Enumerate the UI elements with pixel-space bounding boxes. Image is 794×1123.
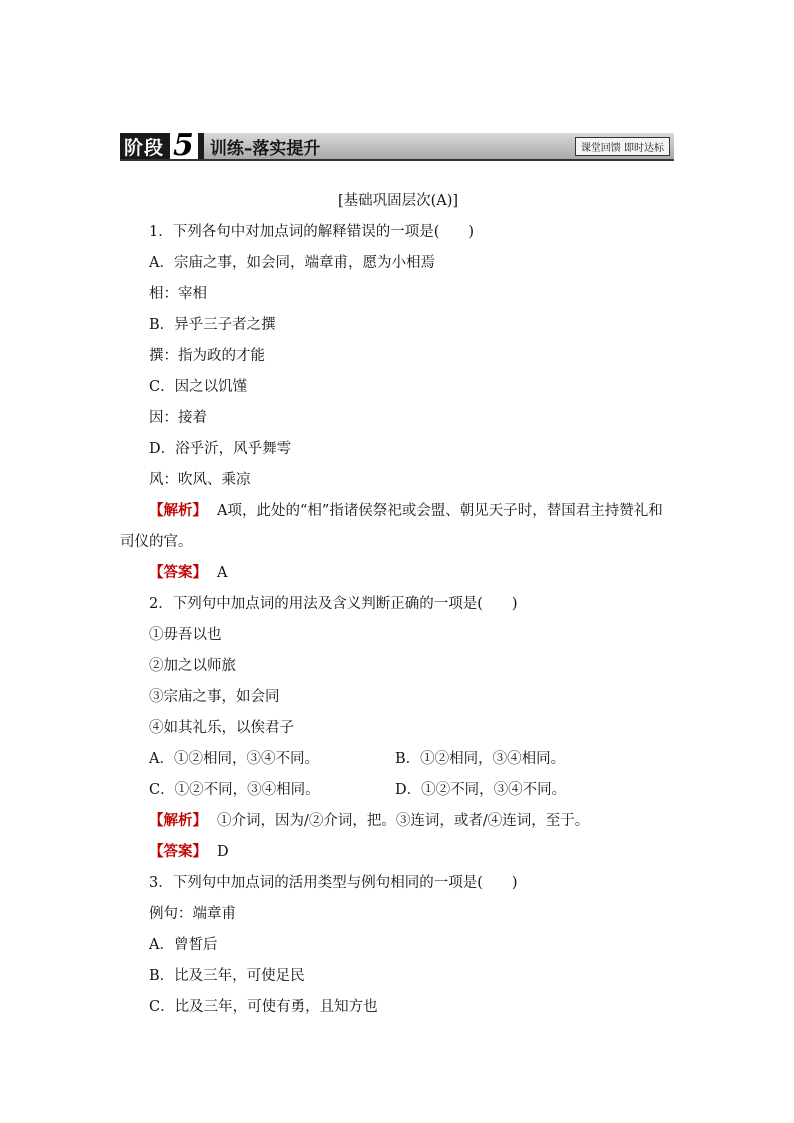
banner-title: 训练–落实提升 (209, 138, 321, 159)
document-body (120, 186, 676, 1023)
q2-option-b: B．①②相同，③④相同。 (395, 751, 566, 767)
q2-analysis-text: ①介词，因为/②介词，把。③连词，或者/④连词，至于。 (217, 813, 590, 829)
q2-item-4: ④如其礼乐，以俟君子 (149, 720, 294, 736)
q1-option-b-explanation: 撰：指为政的才能 (149, 348, 265, 364)
q1-option-a-explanation: 相：宰相 (149, 286, 207, 302)
q1-option-b: B．异乎三子者之撰 (149, 317, 276, 333)
q2-option-d: D．①②不同，③④不同。 (395, 782, 567, 798)
q1-answer-label: 【答案】 (149, 565, 207, 581)
q1-analysis (120, 496, 676, 558)
q3-stem: 3．下列句中加点词的活用类型与例句相同的一项是( ) (149, 875, 518, 891)
section-title: [基础巩固层次(A)] (337, 193, 459, 209)
q1-option-a: A．宗庙之事，如会同，端章甫，愿为小相焉 (149, 255, 435, 271)
q2-options-cd (120, 775, 676, 806)
stage-label: 阶段 (124, 136, 165, 159)
q1-analysis-label: 【解析】 (149, 503, 207, 519)
q2-item-3: ③宗庙之事，如会同 (149, 689, 280, 705)
q2-item-2: ②加之以师旅 (149, 658, 236, 674)
q1-answer (120, 558, 676, 589)
q2-analysis (120, 806, 676, 837)
banner-right-label (575, 133, 674, 159)
q3-example: 例句：端章甫 (149, 906, 236, 922)
q3-option-b: B．比及三年，可使足民 (149, 968, 305, 984)
q1-option-c: C．因之以饥馑 (149, 379, 248, 395)
section-banner (120, 128, 674, 163)
q2-answer (120, 837, 676, 868)
q2-analysis-label: 【解析】 (149, 813, 207, 829)
q2-stem: 2．下列句中加点词的用法及含义判断正确的一项是( ) (149, 596, 518, 612)
banner-right-text: 课堂回馈 即时达标 (575, 137, 670, 156)
q1-analysis-text: A项，此处的“相”指诸侯祭祀或会盟、朝见天子时，替国君主持赞礼和司仪的官。 (120, 503, 663, 550)
q1-option-d-explanation: 风：吹风、乘凉 (149, 472, 251, 488)
q3-option-c: C．比及三年，可使有勇，且知方也 (149, 999, 378, 1015)
q2-answer-label: 【答案】 (149, 844, 207, 860)
q1-option-d: D．浴乎沂，风乎舞雩 (149, 441, 292, 457)
q1-option-c-explanation: 因：接着 (149, 410, 207, 426)
q2-option-c: C．①②不同，③④相同。 (149, 782, 320, 798)
q2-answer-value: D (217, 844, 229, 860)
q2-option-a: A．①②相同，③④不同。 (149, 751, 319, 767)
q3-option-a: A．曾皙后 (149, 937, 218, 953)
stage-badge (120, 128, 204, 163)
q2-item-1: ①毋吾以也 (149, 627, 222, 643)
stage-number: 5 (170, 133, 198, 159)
q2-options-ab (120, 744, 676, 775)
q1-answer-value: A (217, 565, 228, 581)
q1-stem: 1．下列各句中对加点词的解释错误的一项是( ) (149, 224, 475, 240)
